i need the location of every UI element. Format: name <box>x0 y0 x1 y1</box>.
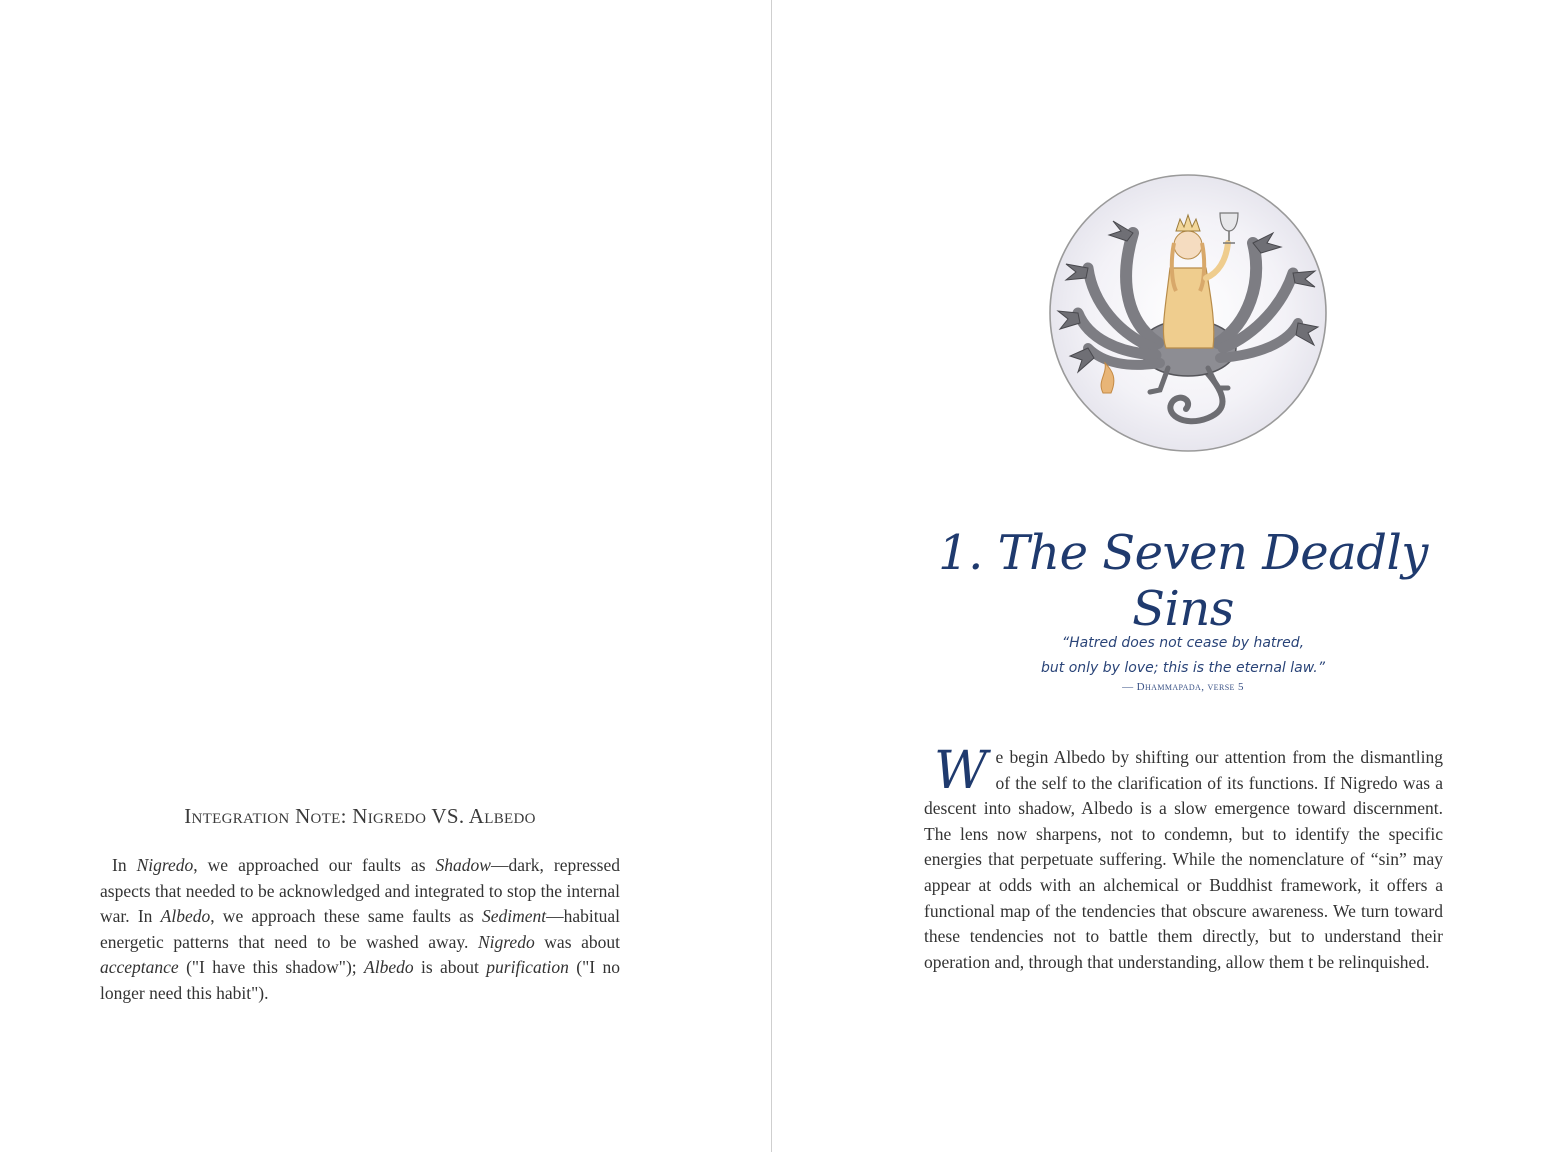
note-italic-term: Albedo <box>160 906 211 927</box>
note-text-run: ("I have this shadow"); <box>178 957 365 978</box>
note-text-run: In <box>112 855 137 875</box>
note-text-run: is about <box>413 957 487 978</box>
note-text-run: ("I no longer need this habit"). <box>100 957 620 1003</box>
note-italic-term: Nigredo <box>477 931 535 952</box>
note-italic-term: Albedo <box>364 957 414 978</box>
note-italic-term: purification <box>486 957 569 978</box>
note-italic-term: Shadow <box>435 855 491 875</box>
epigraph-line-1: “Hatred does not cease by hatred, <box>1061 635 1305 651</box>
chapter-body-text: e begin Albedo by shifting our attention from the dismantling of the self to the clarification of its functions. If Nigredo was a descent into shadow, Albedo is a slow emergence toward discernment. The lens now sharpens, not to condemn, but to identify the specific energies that perpetuate suffering. While the nomenclature of “sin” may appear at odds with an alchemical or Buddhist framework, it offers a functional map of the tendencies that obscure awareness. We turn toward these tendencies not to battle them directly, but to understand their operation and, through that understanding, allow them t be relinquished. <box>924 747 1443 972</box>
note-text-run: was about <box>534 931 620 952</box>
chapter-title: 1. The Seven Deadly Sins <box>938 525 1428 637</box>
integration-note-heading: Integration Note: Nigredo VS. Albedo <box>184 804 536 828</box>
right-page <box>773 0 1541 1152</box>
note-italic-term: acceptance <box>100 957 179 978</box>
chapter-body-paragraph <box>924 741 1443 975</box>
note-italic-term: Sediment <box>481 906 547 927</box>
note-italic-term: Nigredo <box>136 855 194 875</box>
integration-note-paragraph <box>100 853 620 1007</box>
epigraph <box>923 631 1443 693</box>
epigraph-source: — Dhammapada, verse 5 <box>1122 681 1244 693</box>
page-gutter-divider <box>771 0 772 1152</box>
note-text-run: , we approach these same faults as <box>210 906 482 927</box>
hydra-queen-emblem-icon <box>1048 173 1328 453</box>
note-text-run: , we approached our faults as <box>193 855 436 875</box>
epigraph-line-2: but only by love; this is the eternal law.” <box>1041 660 1325 676</box>
note-text-run: —habitual energetic patterns that need to be washed away. <box>100 906 620 952</box>
note-text-run: —dark, repressed aspects that needed to be acknowledged and integrated to stop the internal war. In <box>100 855 620 927</box>
drop-cap: W <box>934 741 988 801</box>
